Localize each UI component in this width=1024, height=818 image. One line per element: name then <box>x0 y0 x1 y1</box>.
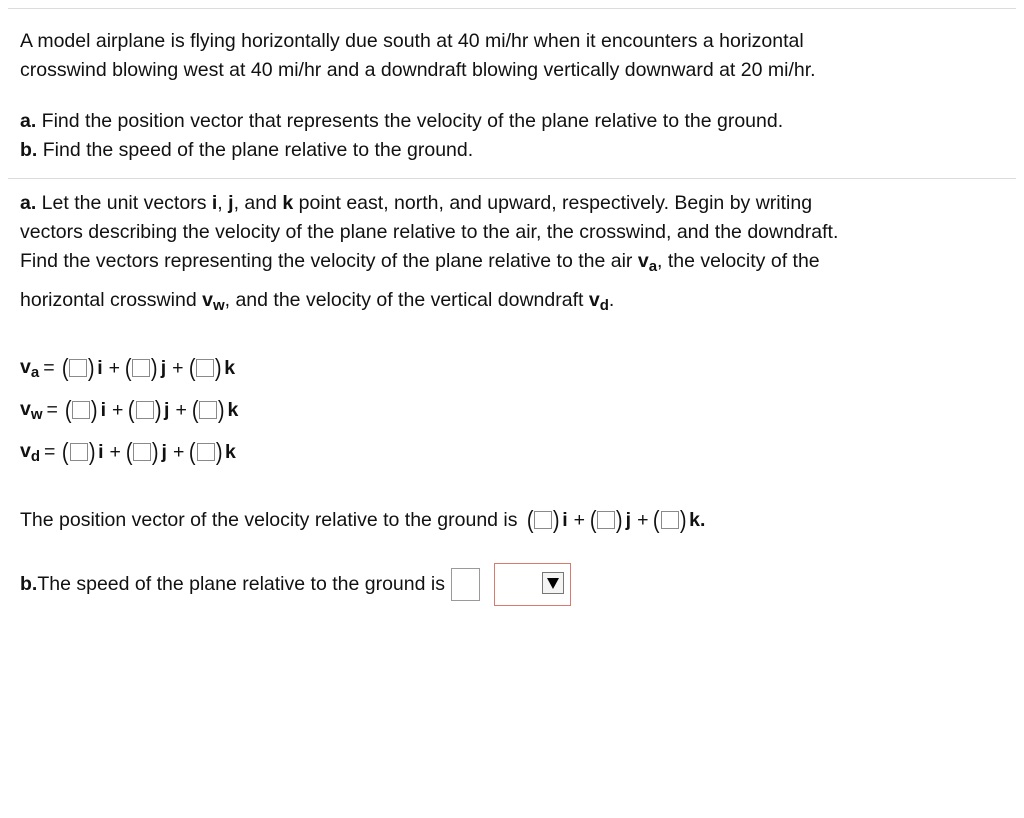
paren: ) <box>552 506 560 534</box>
solution-line-4: horizontal crosswind <box>20 289 203 311</box>
solution-label: a. <box>20 192 37 214</box>
pos-i-input[interactable] <box>534 511 552 529</box>
triangle-down-icon <box>547 578 559 589</box>
vw-symbol: v <box>202 289 213 311</box>
paren: ) <box>679 506 687 534</box>
va-k-input[interactable] <box>196 359 214 377</box>
vector-sub: a <box>30 363 40 381</box>
vector-label <box>20 398 43 423</box>
paren: ) <box>91 396 98 424</box>
top-divider <box>8 8 1016 9</box>
task-a-text: Find the position vector that represents the velocity of the plane relative to the ground. <box>36 110 784 132</box>
unit-j: j <box>161 440 167 463</box>
solution-line-3b: , the velocity of the <box>657 250 820 272</box>
vector-name: v <box>20 397 31 420</box>
paren: ( <box>62 438 69 466</box>
solution-line-4c: . <box>608 289 615 311</box>
paren: ) <box>88 438 96 466</box>
vector-label <box>20 356 39 381</box>
vw-k-input[interactable] <box>199 401 217 419</box>
solution-line-2: vectors describing the velocity of the plane relative to the air, the crosswind, and the downdraft. <box>20 221 839 243</box>
vector-name: v <box>20 439 31 462</box>
unit-select[interactable] <box>494 563 571 606</box>
unit-j: j <box>160 356 167 379</box>
equals: = <box>46 398 58 421</box>
paren: ( <box>189 438 196 466</box>
solution-text: Let the unit vectors <box>36 192 212 214</box>
paren: ( <box>61 354 69 382</box>
vector-label <box>20 440 40 465</box>
paren: ( <box>589 506 597 534</box>
unit-k: k <box>225 440 236 463</box>
unit-i: i <box>98 440 104 463</box>
va-symbol: v <box>637 250 649 272</box>
paren: ) <box>151 354 158 382</box>
plus: + <box>172 356 184 379</box>
plus: + <box>175 398 187 421</box>
va-sub: a <box>648 258 658 275</box>
speed-row <box>20 563 571 606</box>
problem-statement <box>20 27 816 85</box>
speed-label: b. <box>20 573 38 595</box>
paren: ( <box>125 438 133 466</box>
unit-k: k <box>282 192 294 214</box>
vector-row-vd <box>20 439 236 465</box>
task-b-text: Find the speed of the plane relative to the ground. <box>37 139 474 161</box>
task-a-label: a. <box>20 110 37 132</box>
plus: + <box>112 398 124 421</box>
unit-j: j <box>228 192 234 214</box>
unit-j: j <box>625 508 632 531</box>
unit-i: i <box>562 508 568 531</box>
paren: ( <box>191 396 199 424</box>
vd-i-input[interactable] <box>70 443 88 461</box>
paren: ( <box>128 396 135 424</box>
solution-line-3: Find the vectors representing the velocity of the plane relative to the air <box>20 250 638 272</box>
paren: ) <box>215 438 223 466</box>
solution-text: point east, north, and upward, respectively. Begin by writing <box>293 192 813 214</box>
position-text: The position vector of the velocity relative to the ground is <box>20 508 518 531</box>
plus: + <box>109 440 121 463</box>
section-divider <box>8 178 1016 179</box>
solution-text: , and <box>233 192 283 214</box>
problem-line-1: A model airplane is flying horizontally due south at 40 mi/hr when it encounters a horizontal <box>20 30 804 52</box>
task-b-label: b. <box>20 139 38 161</box>
plus: + <box>637 508 649 531</box>
equals: = <box>43 356 55 379</box>
paren: ) <box>218 396 225 424</box>
paren: ) <box>214 354 222 382</box>
paren: ( <box>653 506 660 534</box>
pos-k-input[interactable] <box>661 511 679 529</box>
vector-row-va <box>20 355 235 381</box>
unit-j: j <box>164 398 170 421</box>
solution-text: , <box>217 192 229 214</box>
paren: ( <box>188 354 196 382</box>
paren: ( <box>526 506 534 534</box>
position-vector-row <box>20 507 705 533</box>
unit-k: k <box>224 356 236 379</box>
paren: ( <box>124 354 132 382</box>
unit-k-end: k. <box>689 508 706 531</box>
vw-i-input[interactable] <box>72 401 90 419</box>
paren: ) <box>152 438 159 466</box>
plus: + <box>108 356 121 379</box>
problem-line-2: crosswind blowing west at 40 mi/hr and a downdraft blowing vertically downward at 20 mi/hr. <box>20 59 816 81</box>
paren: ) <box>154 396 162 424</box>
speed-input[interactable] <box>451 568 480 601</box>
paren: ) <box>87 354 95 382</box>
unit-i: i <box>100 398 106 421</box>
vector-sub: w <box>30 405 43 423</box>
plus: + <box>172 440 185 463</box>
solution-intro <box>20 189 838 320</box>
vd-k-input[interactable] <box>197 443 215 461</box>
paren: ( <box>64 396 72 424</box>
unit-i: i <box>211 192 218 214</box>
unit-k: k <box>227 398 239 421</box>
pos-j-input[interactable] <box>597 511 615 529</box>
vector-name: v <box>20 355 31 378</box>
vector-sub: d <box>30 447 41 465</box>
paren: ) <box>616 506 623 534</box>
unit-i: i <box>97 356 103 379</box>
vw-j-input[interactable] <box>136 401 154 419</box>
speed-text: The speed of the plane relative to the ground is <box>37 573 445 595</box>
task-list <box>20 107 783 165</box>
equals: = <box>44 440 56 463</box>
dropdown-button[interactable] <box>542 572 564 594</box>
vector-row-vw <box>20 397 238 423</box>
vd-sub: d <box>599 297 609 314</box>
vw-sub: w <box>212 297 225 314</box>
vd-symbol: v <box>588 289 600 311</box>
plus: + <box>573 508 585 531</box>
solution-line-4b: , and the velocity of the vertical downdraft <box>224 289 589 311</box>
va-i-input[interactable] <box>69 359 87 377</box>
va-j-input[interactable] <box>132 359 150 377</box>
vd-j-input[interactable] <box>133 443 151 461</box>
